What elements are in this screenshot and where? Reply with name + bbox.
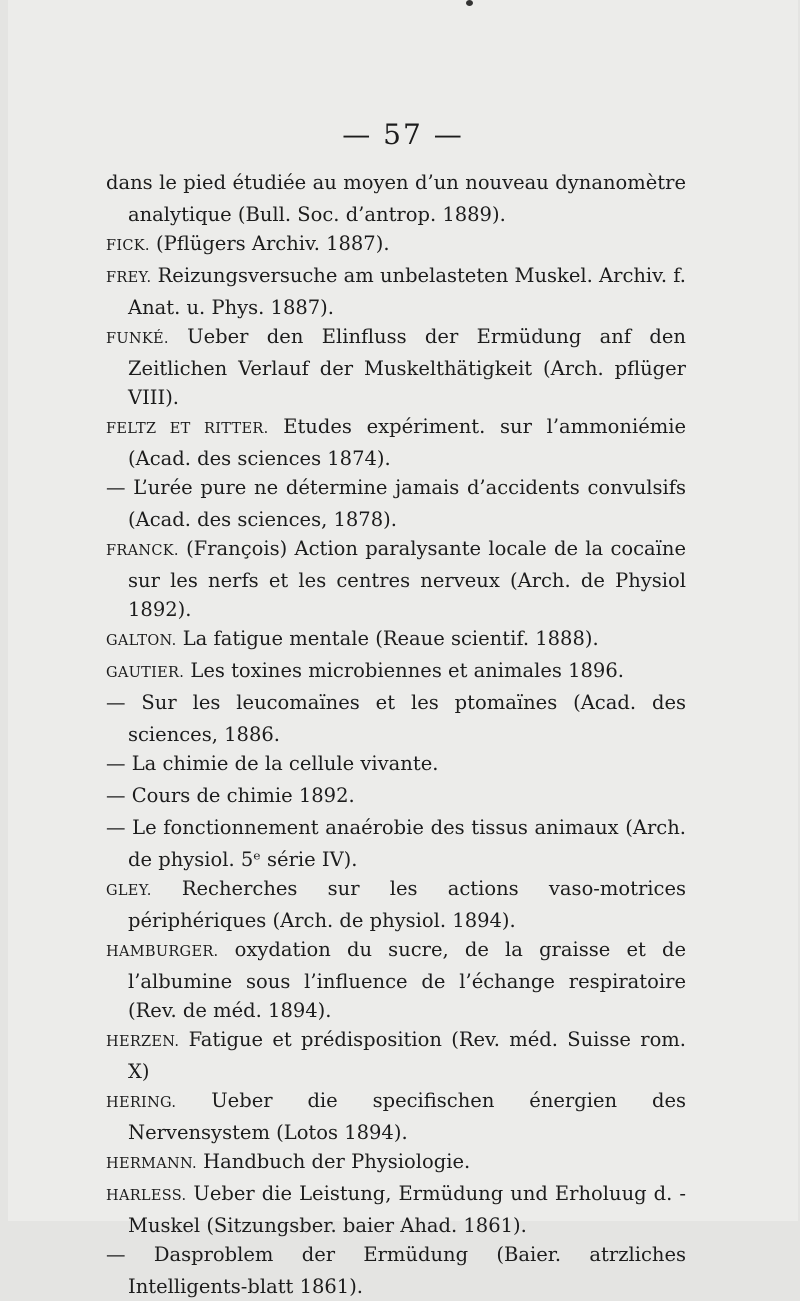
bibliography-entry — [106, 624, 686, 656]
entry-author: HERZEN. — [106, 1034, 180, 1050]
entry-text: La fatigue mentale (Reaue scientif. 1888). — [176, 627, 599, 650]
entry-text: — Cours de chimie 1892. — [106, 784, 355, 807]
entry-text: Ueber den Elinfluss der Ermüdung anf den Zeitlichen Verlauf der Muskelthätigkeit (Arch. pflüger VIII). — [128, 325, 686, 409]
bibliography-list — [106, 168, 686, 1301]
entry-author: FRANCK. — [106, 543, 179, 559]
bibliography-entry — [106, 935, 686, 1025]
entry-text: Handbuch der Physiologie. — [196, 1150, 471, 1173]
entry-text: Recherches sur les actions vaso-motrices périphériques (Arch. de physiol. 1894). — [128, 877, 686, 932]
entry-text: Etudes expériment. sur l’ammoniémie (Acad. des sciences 1874). — [128, 415, 686, 470]
entry-author: HARLESS. — [106, 1188, 187, 1204]
bibliography-entry — [106, 261, 686, 322]
entry-text: Reizungsversuche am unbelasteten Muskel. Archiv. f. Anat. u. Phys. 1887). — [128, 264, 686, 319]
bibliography-entry — [106, 322, 686, 412]
entry-text: — Sur les leucomaïnes et les ptomaïnes (Acad. des sciences, 1886. — [106, 691, 686, 746]
entry-text: (Pflügers Archiv. 1887). — [149, 232, 390, 255]
bibliography-entry — [106, 656, 686, 688]
bibliography-entry — [106, 874, 686, 935]
entry-author: FELTZ ET RITTER. — [106, 421, 269, 437]
bibliography-entry — [106, 688, 686, 749]
entry-text: Les toxines microbiennes et animales 1896. — [184, 659, 624, 682]
bibliography-entry — [106, 534, 686, 624]
entry-text: — L’urée pure ne détermine jamais d’accidents convulsifs (Acad. des sciences, 1878). — [106, 476, 686, 531]
entry-author: GAUTIER. — [106, 665, 185, 681]
entry-author: HERMANN. — [106, 1156, 197, 1172]
bibliography-entry — [106, 749, 686, 781]
ink-speck — [466, 0, 473, 6]
page-number: — 57 — — [342, 118, 464, 151]
bibliography-entry — [106, 781, 686, 813]
entry-text: (François) Action paralysante locale de la cocaïne sur les nerfs et les centres nerveux (Arch. de Physiol 1892). — [128, 537, 686, 621]
entry-author: FICK. — [106, 238, 150, 254]
entry-author: GALTON. — [106, 633, 177, 649]
bibliography-entry — [106, 1240, 686, 1301]
bibliography-entry — [106, 813, 686, 874]
bibliography-entry — [106, 1086, 686, 1147]
bibliography-entry — [106, 229, 686, 261]
bibliography-entry — [106, 1179, 686, 1240]
entry-text: Fatigue et prédisposition (Rev. méd. Suisse rom. X) — [128, 1028, 686, 1083]
entry-text: — Le fonctionnement anaérobie des tissus animaux (Arch. de physiol. 5ᵉ série IV). — [106, 816, 686, 871]
entry-text: — La chimie de la cellule vivante. — [106, 752, 439, 775]
bibliography-entry — [106, 412, 686, 473]
entry-text: oxydation du sucre, de la graisse et de l’albumine sous l’influence de l’échange respiratoire (Rev. de méd. 1894). — [128, 938, 686, 1022]
book-page — [8, 0, 798, 1298]
entry-text: Ueber die specifischen énergien des Nervensystem (Lotos 1894). — [128, 1089, 686, 1144]
entry-author: HAMBURGER. — [106, 944, 219, 960]
bibliography-entry — [106, 168, 686, 229]
entry-author: GLEY. — [106, 883, 152, 899]
entry-author: FUNKÉ. — [106, 331, 169, 347]
entry-text: dans le pied étudiée au moyen d’un nouveau dynanomètre analytique (Bull. Soc. d’antrop. 1889). — [106, 171, 686, 226]
entry-author: FREY. — [106, 270, 152, 286]
entry-text: Ueber die Leistung, Ermüdung und Erholuug d. -Muskel (Sitzungsber. baier Ahad. 1861). — [128, 1182, 686, 1237]
bibliography-entry — [106, 473, 686, 534]
entry-author: HERING. — [106, 1095, 177, 1111]
bibliography-entry — [106, 1025, 686, 1086]
bibliography-entry — [106, 1147, 686, 1179]
entry-text: — Dasproblem der Ermüdung (Baier. atrzliches Intelligents-blatt 1861). — [106, 1243, 686, 1298]
